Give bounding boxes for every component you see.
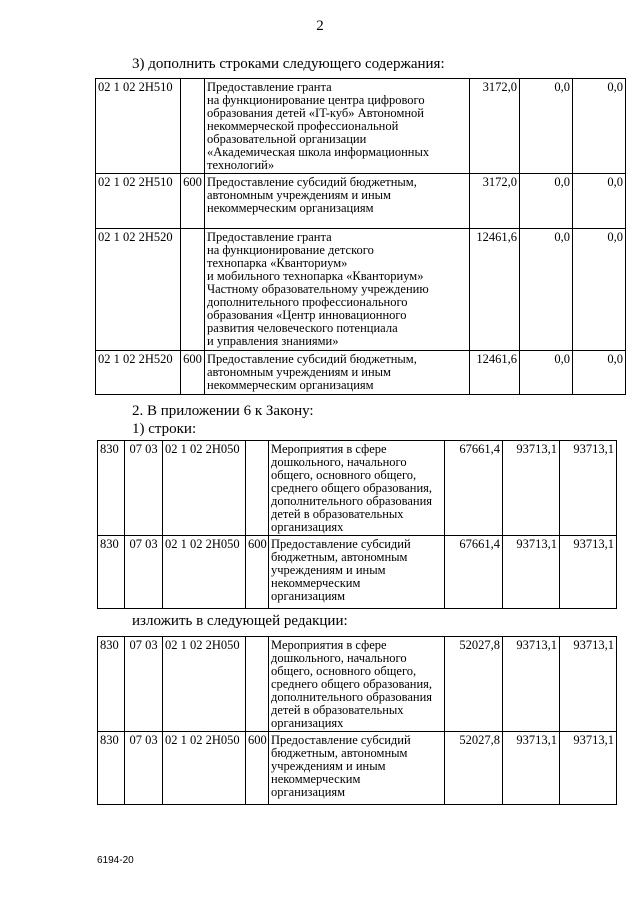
expense-type-cell (246, 637, 269, 732)
expense-type-cell: 600 (246, 536, 269, 609)
amount-cell-2: 0,0 (520, 174, 573, 229)
target-code-cell: 02 1 02 2H050 (163, 536, 246, 609)
amount-cell-3: 93713,1 (560, 536, 617, 609)
section-heading-new-edition: изложить в следующей редакции: (132, 613, 348, 629)
table-row (98, 637, 617, 732)
section-heading-supplement: 3) дополнить строками следующего содержания: (132, 56, 445, 72)
target-code-cell: 02 1 02 2H510 (96, 174, 181, 229)
description-cell: Предоставление субсидий бюджетным, автономным учреждениям и иным некоммерческим организациям (269, 732, 445, 805)
amount-cell-1: 67661,4 (445, 536, 503, 609)
expense-type-cell: 600 (246, 732, 269, 805)
table-old-rows (97, 440, 617, 609)
grbs-cell: 830 (98, 637, 125, 732)
amount-cell-1: 67661,4 (445, 441, 503, 536)
table-row (96, 79, 626, 174)
amount-cell-3: 0,0 (573, 174, 626, 229)
table-new-rows (97, 636, 617, 805)
amount-cell-3: 93713,1 (560, 441, 617, 536)
amount-cell-3: 93713,1 (560, 732, 617, 805)
section-code-cell: 07 03 (125, 441, 163, 536)
expense-type-cell (181, 229, 205, 351)
description-cell: Предоставление гранта на функционирование центра цифрового образования детей «IT-куб» Автономной некоммерческой профессиональной образовательной организации «Академическая школа информационных технологий» (205, 79, 470, 174)
description-cell: Предоставление субсидий бюджетным, автономным учреждениям и иным некоммерческим организациям (205, 351, 470, 395)
amount-cell-2: 0,0 (520, 79, 573, 174)
section-heading-rows: 1) строки: (132, 421, 197, 437)
grbs-cell: 830 (98, 732, 125, 805)
table-row (96, 351, 626, 395)
table-row (98, 536, 617, 609)
expense-type-cell (181, 79, 205, 174)
section-code-cell: 07 03 (125, 536, 163, 609)
amount-cell-2: 93713,1 (503, 637, 560, 732)
description-cell: Предоставление гранта на функционирование детского технопарка «Кванториум» и мобильного технопарка «Кванториум» Частному образовательному учреждению дополнительного профессионального образования «Центр инновационного развития человеческого потенциала и управления знаниями» (205, 229, 470, 351)
expense-type-cell: 600 (181, 351, 205, 395)
document-code: 6194-20 (97, 855, 134, 866)
target-code-cell: 02 1 02 2H050 (163, 732, 246, 805)
amount-cell-2: 0,0 (520, 351, 573, 395)
amount-cell-1: 12461,6 (470, 229, 520, 351)
table-row (98, 441, 617, 536)
target-code-cell: 02 1 02 2H520 (96, 229, 181, 351)
amount-cell-2: 0,0 (520, 229, 573, 351)
target-code-cell: 02 1 02 2H510 (96, 79, 181, 174)
amount-cell-1: 12461,6 (470, 351, 520, 395)
amount-cell-3: 0,0 (573, 79, 626, 174)
table-row (96, 229, 626, 351)
section-heading-appendix-6: 2. В приложении 6 к Закону: (132, 403, 314, 419)
amount-cell-1: 3172,0 (470, 174, 520, 229)
amount-cell-1: 52027,8 (445, 732, 503, 805)
description-cell: Мероприятия в сфере дошкольного, начального общего, основного общего, среднего общего образования, дополнительного образования детей в образовательных организациях (269, 441, 445, 536)
target-code-cell: 02 1 02 2H050 (163, 441, 246, 536)
table-row (98, 732, 617, 805)
table-row (96, 174, 626, 229)
target-code-cell: 02 1 02 2H520 (96, 351, 181, 395)
description-cell: Предоставление субсидий бюджетным, автономным учреждениям и иным некоммерческим организациям (205, 174, 470, 229)
expense-type-cell (246, 441, 269, 536)
target-code-cell: 02 1 02 2H050 (163, 637, 246, 732)
amount-cell-1: 52027,8 (445, 637, 503, 732)
section-code-cell: 07 03 (125, 637, 163, 732)
grbs-cell: 830 (98, 441, 125, 536)
amount-cell-3: 0,0 (573, 351, 626, 395)
amount-cell-3: 93713,1 (560, 637, 617, 732)
amount-cell-3: 0,0 (573, 229, 626, 351)
amount-cell-2: 93713,1 (503, 536, 560, 609)
expense-type-cell: 600 (181, 174, 205, 229)
amount-cell-2: 93713,1 (503, 732, 560, 805)
page-number: 2 (316, 18, 324, 34)
table-supplement-rows (95, 78, 626, 395)
amount-cell-2: 93713,1 (503, 441, 560, 536)
section-code-cell: 07 03 (125, 732, 163, 805)
grbs-cell: 830 (98, 536, 125, 609)
amount-cell-1: 3172,0 (470, 79, 520, 174)
description-cell: Предоставление субсидий бюджетным, автономным учреждениям и иным некоммерческим организациям (269, 536, 445, 609)
description-cell: Мероприятия в сфере дошкольного, начального общего, основного общего, среднего общего образования, дополнительного образования детей в образовательных организациях (269, 637, 445, 732)
